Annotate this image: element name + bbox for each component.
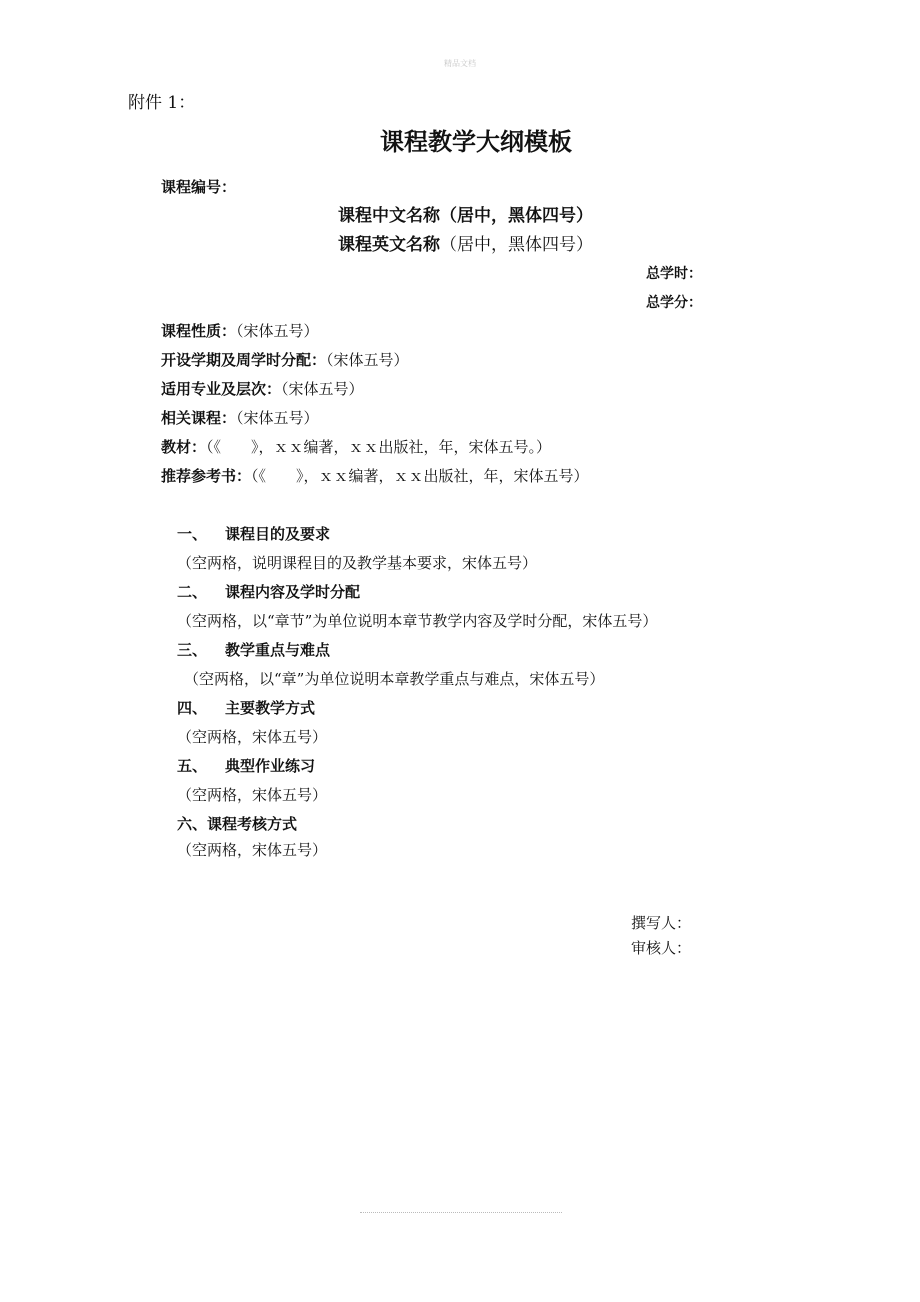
section-number: 一、 [177,525,208,543]
field-related-courses [161,407,319,428]
course-en-name [338,230,593,255]
document-title: 课程教学大纲模板 [380,128,572,156]
section-heading [177,639,330,660]
section-description: （空两格，说明课程目的及教学基本要求，宋体五号） [177,554,538,572]
section-number: 二、 [177,583,208,601]
field-label: 课程性质： [161,322,237,340]
total-credits [646,292,702,312]
total-credits-label: 总学分： [646,295,702,311]
header-watermark: 精品文档 [444,59,476,68]
field-value: （宋体五号） [236,409,319,427]
total-hours-label: 总学时： [646,266,702,282]
field-applicable-major [161,378,364,399]
field-label: 适用专业及层次： [161,380,282,398]
attachment-label: 附件 1： [128,93,196,113]
section-title: 课程目的及要求 [225,525,331,543]
section-heading [177,581,360,602]
field-textbook [161,436,551,457]
section-number: 五、 [177,757,208,775]
section-heading [177,523,330,544]
field-reference-books [161,465,589,486]
field-value: （宋体五号） [236,322,319,340]
total-hours [646,263,702,283]
footer-divider [360,1212,562,1213]
course-en-name-note: （居中，黑体四号） [440,235,593,255]
section-description: （空两格，宋体五号） [177,728,328,746]
field-label: 开设学期及周学时分配： [161,351,327,369]
section-title: 典型作业练习 [225,757,316,775]
section-title: 教学重点与难点 [225,641,331,659]
field-value: （《 》，ｘｘ编著，ｘｘ出版社，年，宋体五号） [251,467,589,485]
field-label: 相关课程： [161,409,237,427]
section-heading [177,697,315,718]
course-en-name-label: 课程英文名称 [338,235,440,255]
section-description: （空两格，以“章”为单位说明本章教学重点与难点，宋体五号） [184,670,605,688]
field-value: （《 》，ｘｘ编著，ｘｘ出版社，年，宋体五号。） [206,438,552,456]
section-description: （空两格，宋体五号） [177,786,328,804]
section-description: （空两格，以“章节”为单位说明本章节教学内容及学时分配，宋体五号） [177,612,658,630]
field-value: （宋体五号） [281,380,364,398]
field-label: 推荐参考书： [161,467,252,485]
section-title: 课程内容及学时分配 [225,583,361,601]
reviewer-label: 审核人： [631,939,692,957]
section-number: 三、 [177,641,208,659]
section-number: 四、 [177,699,208,717]
field-course-nature [161,320,319,341]
course-cn-name-note: （居中，黑体四号） [440,206,593,226]
section-heading [177,755,315,776]
section-heading: 六、课程考核方式 [177,815,298,833]
section-description: （空两格，宋体五号） [177,841,328,859]
field-semester-hours [161,349,409,370]
field-label: 教材： [161,438,207,456]
field-value: （宋体五号） [326,351,409,369]
course-cn-name [338,201,593,226]
course-code-label: 课程编号： [161,178,237,196]
course-cn-name-label: 课程中文名称 [338,206,440,226]
author-label: 撰写人： [631,914,692,932]
section-title: 主要教学方式 [225,699,316,717]
